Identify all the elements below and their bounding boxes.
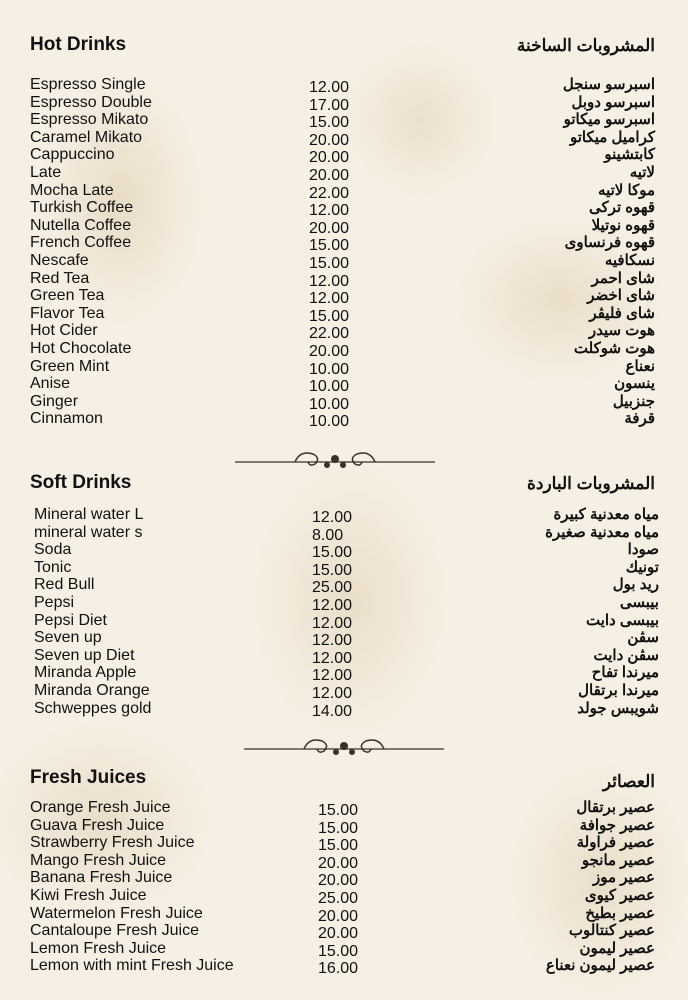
item-name: Red Bull: [34, 576, 95, 594]
menu-item: [0, 940, 688, 958]
item-price: 15.00: [309, 307, 350, 325]
item-name-arabic: عصير ليمون نعناع: [545, 957, 655, 975]
item-price: 20.00: [318, 925, 359, 943]
menu-item: [0, 410, 688, 431]
menu-item: [4, 594, 688, 612]
item-name: Hot Cider: [30, 322, 98, 340]
item-name: Seven up: [34, 629, 102, 647]
item-price: 12.00: [309, 290, 350, 308]
menu-item: [0, 852, 688, 870]
item-name-arabic: سڤن دايت: [593, 646, 659, 664]
menu-item: [0, 817, 688, 835]
item-price: 25.00: [318, 889, 359, 907]
item-name-arabic: مياه معدنية كبيرة: [553, 506, 659, 523]
item-name: Espresso Single: [30, 76, 146, 93]
item-price: 20.00: [318, 872, 359, 890]
menu-item: [0, 111, 688, 132]
item-price: 20.00: [309, 219, 350, 237]
item-name-arabic: شويبس جولد: [577, 699, 659, 717]
item-price: 10.00: [309, 413, 350, 431]
item-name: mineral water s: [34, 523, 143, 541]
item-name: Tonic: [34, 558, 72, 576]
menu-item: [4, 576, 688, 597]
item-name: Turkish Coffee: [30, 199, 134, 217]
item-name: Nutella Coffee: [30, 216, 132, 234]
section-title-arabic: المشروبات الساخنة: [516, 36, 655, 55]
menu-item: [0, 287, 688, 308]
item-price: 15.00: [318, 942, 359, 960]
item-price: 22.00: [309, 325, 350, 343]
menu-item: [0, 129, 688, 147]
item-name: Orange Fresh Juice: [30, 799, 171, 816]
item-name-arabic: عصير مانجو: [581, 851, 655, 869]
item-name: Watermelon Fresh Juice: [30, 904, 203, 922]
item-name-arabic: لاتيه: [629, 163, 655, 181]
menu-item: [0, 76, 688, 94]
item-name: Mocha Late: [30, 181, 114, 199]
menu-item: [0, 358, 688, 376]
section-title: Soft Drinks: [30, 472, 132, 493]
item-name: Cappuccino: [30, 146, 115, 164]
item-price: 12.00: [312, 614, 353, 632]
item-name: Nescafe: [30, 251, 89, 269]
item-price: 17.00: [309, 96, 350, 114]
menu-item: [4, 541, 688, 562]
item-price: 12.00: [312, 667, 353, 685]
item-name: Green Mint: [30, 357, 110, 375]
item-name: Cinnamon: [30, 410, 103, 428]
menu-item: [0, 146, 688, 167]
item-name-arabic: هوت شوكلت: [573, 339, 655, 357]
item-name-arabic: اسبرسو ميكاتو: [563, 111, 655, 129]
item-name: Banana Fresh Juice: [30, 869, 173, 887]
item-name-arabic: جنزبيل: [612, 392, 655, 410]
menu-item: [0, 234, 688, 255]
item-name-arabic: قهوه تركى: [589, 199, 655, 217]
item-price: 12.00: [312, 509, 353, 526]
item-name-arabic: قهوه نوتيلا: [591, 216, 655, 234]
menu-item: [0, 217, 688, 235]
menu-item: [4, 647, 688, 665]
section-title-arabic: العصائر: [602, 772, 655, 791]
item-name-arabic: هوت سيدر: [588, 322, 655, 340]
menu-item: [0, 375, 688, 396]
item-name-arabic: ميرندا برتقال: [578, 681, 659, 699]
menu-item: [0, 869, 688, 890]
menu-item: [0, 957, 688, 978]
item-name-arabic: شاى فليڤر: [589, 304, 655, 322]
item-price: 20.00: [309, 149, 350, 167]
item-name: Seven up Diet: [34, 646, 135, 664]
menu-item: [0, 905, 688, 923]
menu-item: [0, 164, 688, 182]
item-name: Miranda Orange: [34, 681, 150, 699]
item-price: 25.00: [312, 579, 353, 597]
item-price: 10.00: [309, 360, 350, 378]
item-price: 20.00: [318, 907, 359, 925]
item-name-arabic: سڤن: [627, 629, 659, 647]
item-name-arabic: عصير موز: [593, 869, 655, 887]
item-name-arabic: شاى اخضر: [587, 287, 655, 305]
menu-item: [4, 559, 688, 577]
menu-item: [0, 94, 688, 112]
item-price: 12.00: [312, 649, 353, 667]
item-price: 12.00: [309, 79, 350, 96]
menu-item: [0, 270, 688, 288]
item-price: 15.00: [312, 561, 353, 579]
menu-item: [0, 305, 688, 323]
item-price: 12.00: [312, 596, 353, 614]
menu-item: [4, 682, 688, 700]
item-name: Pepsi: [34, 593, 75, 611]
menu-item: [4, 524, 688, 542]
menu-item: [0, 322, 688, 343]
item-price: 15.00: [318, 819, 359, 837]
item-name: Mineral water L: [34, 506, 144, 523]
item-price: 8.00: [312, 526, 344, 544]
item-name-arabic: مياه معدنية صغيرة: [545, 523, 659, 541]
menu-item: [0, 922, 688, 943]
item-name-arabic: عصير فراولة: [576, 834, 655, 852]
item-price: 10.00: [309, 378, 350, 396]
item-name: Flavor Tea: [30, 304, 105, 322]
item-name: Caramel Mikato: [30, 128, 143, 146]
item-name-arabic: شاى احمر: [591, 269, 655, 287]
item-price: 12.00: [312, 684, 353, 702]
menu-item: [0, 799, 688, 817]
item-price: 20.00: [318, 854, 359, 872]
item-name: Cantaloupe Fresh Juice: [30, 922, 199, 940]
item-name: Miranda Apple: [34, 664, 137, 682]
item-price: 12.00: [312, 632, 353, 650]
menu-item: [4, 700, 688, 718]
item-price: 15.00: [309, 114, 350, 132]
menu-item: [4, 506, 688, 524]
item-name: Pepsi Diet: [34, 611, 107, 629]
item-price: 15.00: [312, 544, 353, 562]
item-price: 16.00: [318, 960, 359, 978]
item-name-arabic: قرفة: [624, 410, 655, 428]
item-name: Strawberry Fresh Juice: [30, 834, 195, 852]
item-price: 15.00: [318, 837, 359, 855]
item-name: Anise: [30, 375, 71, 393]
menu-item: [4, 664, 688, 685]
item-price: 22.00: [309, 184, 350, 202]
item-name-arabic: موكا لاتيه: [598, 181, 655, 199]
item-name: Kiwi Fresh Juice: [30, 886, 147, 904]
item-name-arabic: نسكافيه: [604, 251, 655, 269]
menu-item: [4, 612, 688, 630]
item-name-arabic: عصير جوافة: [579, 816, 655, 834]
item-name: Red Tea: [30, 269, 90, 287]
item-price: 12.00: [309, 272, 350, 290]
item-name-arabic: ميرندا تفاح: [591, 664, 659, 682]
menu-item: [0, 393, 688, 411]
section-title-arabic: المشروبات الباردة: [526, 474, 655, 493]
ornament-divider: [244, 734, 444, 764]
item-name-arabic: قهوه فرنساوى: [564, 234, 655, 252]
item-name-arabic: تونيك: [625, 558, 659, 576]
item-name-arabic: ريد بول: [612, 576, 659, 594]
section-title: Hot Drinks: [30, 34, 127, 55]
menu-item: [0, 199, 688, 220]
item-price: 15.00: [309, 254, 350, 272]
item-name-arabic: كراميل ميكاتو: [569, 128, 655, 146]
menu-item: [0, 887, 688, 905]
item-name-arabic: نعناع: [625, 357, 655, 375]
item-name: Espresso Double: [30, 93, 152, 111]
item-price: 20.00: [309, 342, 350, 360]
item-name-arabic: اسبرسو سنجل: [562, 76, 655, 93]
item-name-arabic: بيبسى: [619, 593, 659, 611]
item-name: Ginger: [30, 392, 79, 410]
item-price: 20.00: [309, 166, 350, 184]
item-name-arabic: ينسون: [614, 375, 655, 393]
menu-item: [0, 340, 688, 358]
menu-item: [0, 252, 688, 270]
item-name: Schweppes gold: [34, 699, 152, 717]
item-price: 12.00: [309, 202, 350, 220]
item-name: French Coffee: [30, 234, 132, 252]
item-price: 15.00: [309, 237, 350, 255]
item-name-arabic: عصير كنتالوب: [568, 922, 655, 940]
item-name-arabic: عصير كيوى: [584, 886, 655, 904]
item-name-arabic: عصير برتقال: [576, 799, 655, 816]
item-name: Lemon Fresh Juice: [30, 939, 167, 957]
item-name: Mango Fresh Juice: [30, 851, 167, 869]
item-name-arabic: عصير بطيخ: [585, 904, 655, 922]
item-name-arabic: اسبرسو دوبل: [571, 93, 655, 111]
item-name: Lemon with mint Fresh Juice: [30, 957, 234, 975]
item-name: Green Tea: [30, 287, 105, 305]
item-price: 10.00: [309, 395, 350, 413]
item-name: Soda: [34, 541, 72, 559]
item-name: Hot Chocolate: [30, 339, 132, 357]
item-name-arabic: بيبسى دايت: [585, 611, 659, 629]
section-title: Fresh Juices: [30, 767, 147, 788]
item-name: Espresso Mikato: [30, 111, 149, 129]
item-name: Late: [30, 163, 62, 181]
item-name-arabic: صودا: [627, 541, 659, 559]
menu-item: [0, 834, 688, 855]
item-name: Guava Fresh Juice: [30, 816, 165, 834]
item-price: 20.00: [309, 131, 350, 149]
item-price: 14.00: [312, 702, 353, 720]
item-price: 15.00: [318, 802, 359, 819]
item-name-arabic: كابتشينو: [604, 146, 655, 164]
item-name-arabic: عصير ليمون: [579, 939, 655, 957]
menu-item: [4, 629, 688, 650]
ornament-divider: [235, 447, 435, 477]
menu-item: [0, 182, 688, 200]
